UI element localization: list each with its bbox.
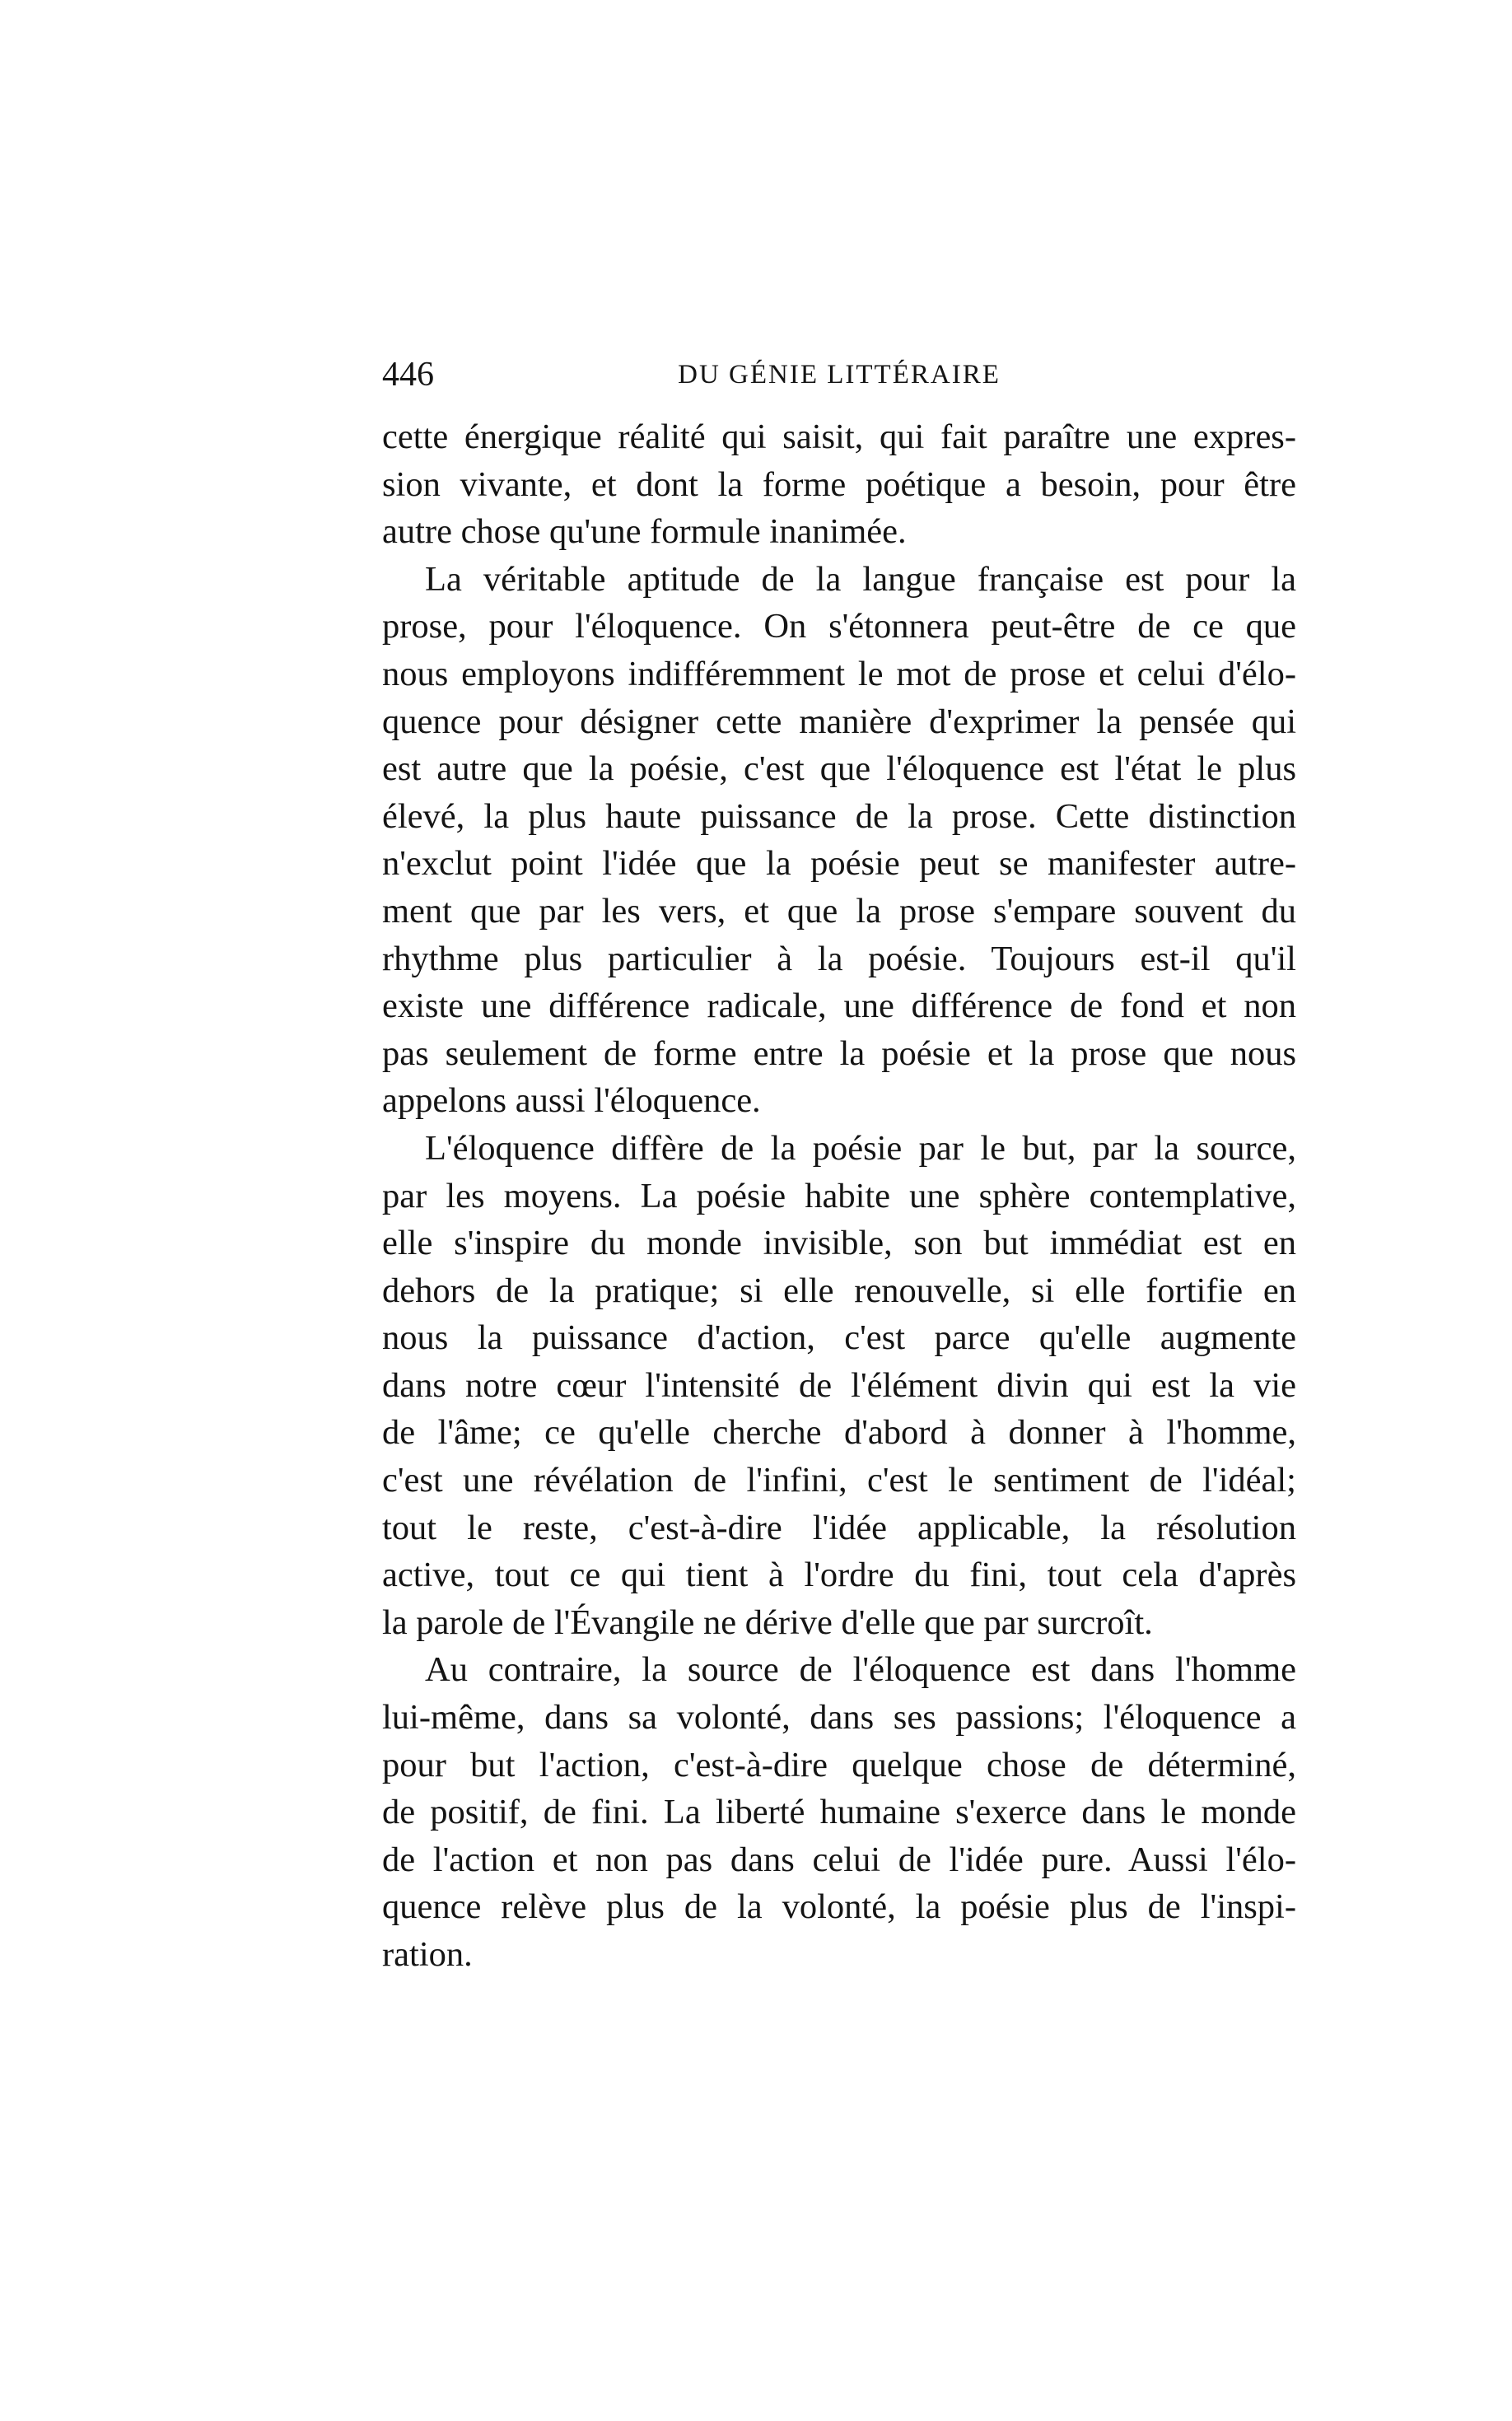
body-text bbox=[382, 413, 1296, 1979]
text-line: quence pour désigner cette manière d'exprimer la pensée qui bbox=[382, 702, 1296, 741]
text-line: cette énergique réalité qui saisit, qui fait paraître une expres- bbox=[382, 417, 1296, 456]
text-line: ment que par les vers, et que la prose s'empare souvent du bbox=[382, 891, 1296, 931]
text-line: elle s'inspire du monde invisible, son but immédiat est en bbox=[382, 1224, 1296, 1263]
text-line: sion vivante, et dont la forme poétique a besoin, pour être bbox=[382, 464, 1296, 504]
text-line: nous la puissance d'action, c'est parce qu'elle augmente bbox=[382, 1318, 1296, 1358]
running-title: DU GÉNIE LITTÉRAIRE bbox=[678, 360, 1001, 390]
text-line: existe une différence radicale, une différence de fond et non bbox=[382, 987, 1296, 1026]
text-line: la parole de l'Évangile ne dérive d'elle que par surcroît. bbox=[382, 1602, 1153, 1642]
running-head bbox=[382, 354, 1296, 395]
text-line: La véritable aptitude de la langue française est pour la bbox=[425, 559, 1296, 599]
text-line: de positif, de fini. La liberté humaine s'exerce dans le monde bbox=[382, 1793, 1296, 1832]
text-line: lui-même, dans sa volonté, dans ses passions; l'éloquence a bbox=[382, 1698, 1296, 1738]
text-line: de l'action et non pas dans celui de l'idée pure. Aussi l'élo- bbox=[382, 1840, 1296, 1879]
text-line: nous employons indifféremment le mot de prose et celui d'élo- bbox=[382, 654, 1296, 693]
text-line: de l'âme; ce qu'elle cherche d'abord à donner à l'homme, bbox=[382, 1413, 1296, 1453]
text-line: appelons aussi l'éloquence. bbox=[382, 1081, 761, 1121]
page-number: 446 bbox=[382, 356, 434, 394]
text-line: tout le reste, c'est-à-dire l'idée applicable, la résolution bbox=[382, 1508, 1296, 1547]
text-line: dehors de la pratique; si elle renouvelle, si elle fortifie en bbox=[382, 1271, 1296, 1310]
text-line: c'est une révélation de l'infini, c'est le sentiment de l'idéal; bbox=[382, 1461, 1296, 1500]
text-line: pour but l'action, c'est-à-dire quelque chose de déterminé, bbox=[382, 1745, 1296, 1784]
text-line: rhythme plus particulier à la poésie. Toujours est-il qu'il bbox=[382, 939, 1296, 978]
text-line: par les moyens. La poésie habite une sphère contemplative, bbox=[382, 1176, 1296, 1215]
text-line: prose, pour l'éloquence. On s'étonnera peut-être de ce que bbox=[382, 607, 1296, 646]
text-line: dans notre cœur l'intensité de l'élément divin qui est la vie bbox=[382, 1365, 1296, 1405]
text-line: autre chose qu'une formule inanimée. bbox=[382, 512, 907, 552]
text-line: active, tout ce qui tient à l'ordre du fini, tout cela d'après bbox=[382, 1556, 1296, 1595]
text-line: est autre que la poésie, c'est que l'éloquence est l'état le plus bbox=[382, 749, 1296, 789]
text-line: élevé, la plus haute puissance de la prose. Cette distinction bbox=[382, 796, 1296, 836]
text-line: ration. bbox=[382, 1935, 473, 1974]
text-line: quence relève plus de la volonté, la poésie plus de l'inspi- bbox=[382, 1887, 1296, 1927]
text-line: n'exclut point l'idée que la poésie peut se manifester autre- bbox=[382, 844, 1296, 884]
text-line: pas seulement de forme entre la poésie et la prose que nous bbox=[382, 1033, 1296, 1073]
text-line: Au contraire, la source de l'éloquence est dans l'homme bbox=[425, 1650, 1296, 1690]
text-line: L'éloquence diffère de la poésie par le but, par la source, bbox=[425, 1128, 1296, 1168]
